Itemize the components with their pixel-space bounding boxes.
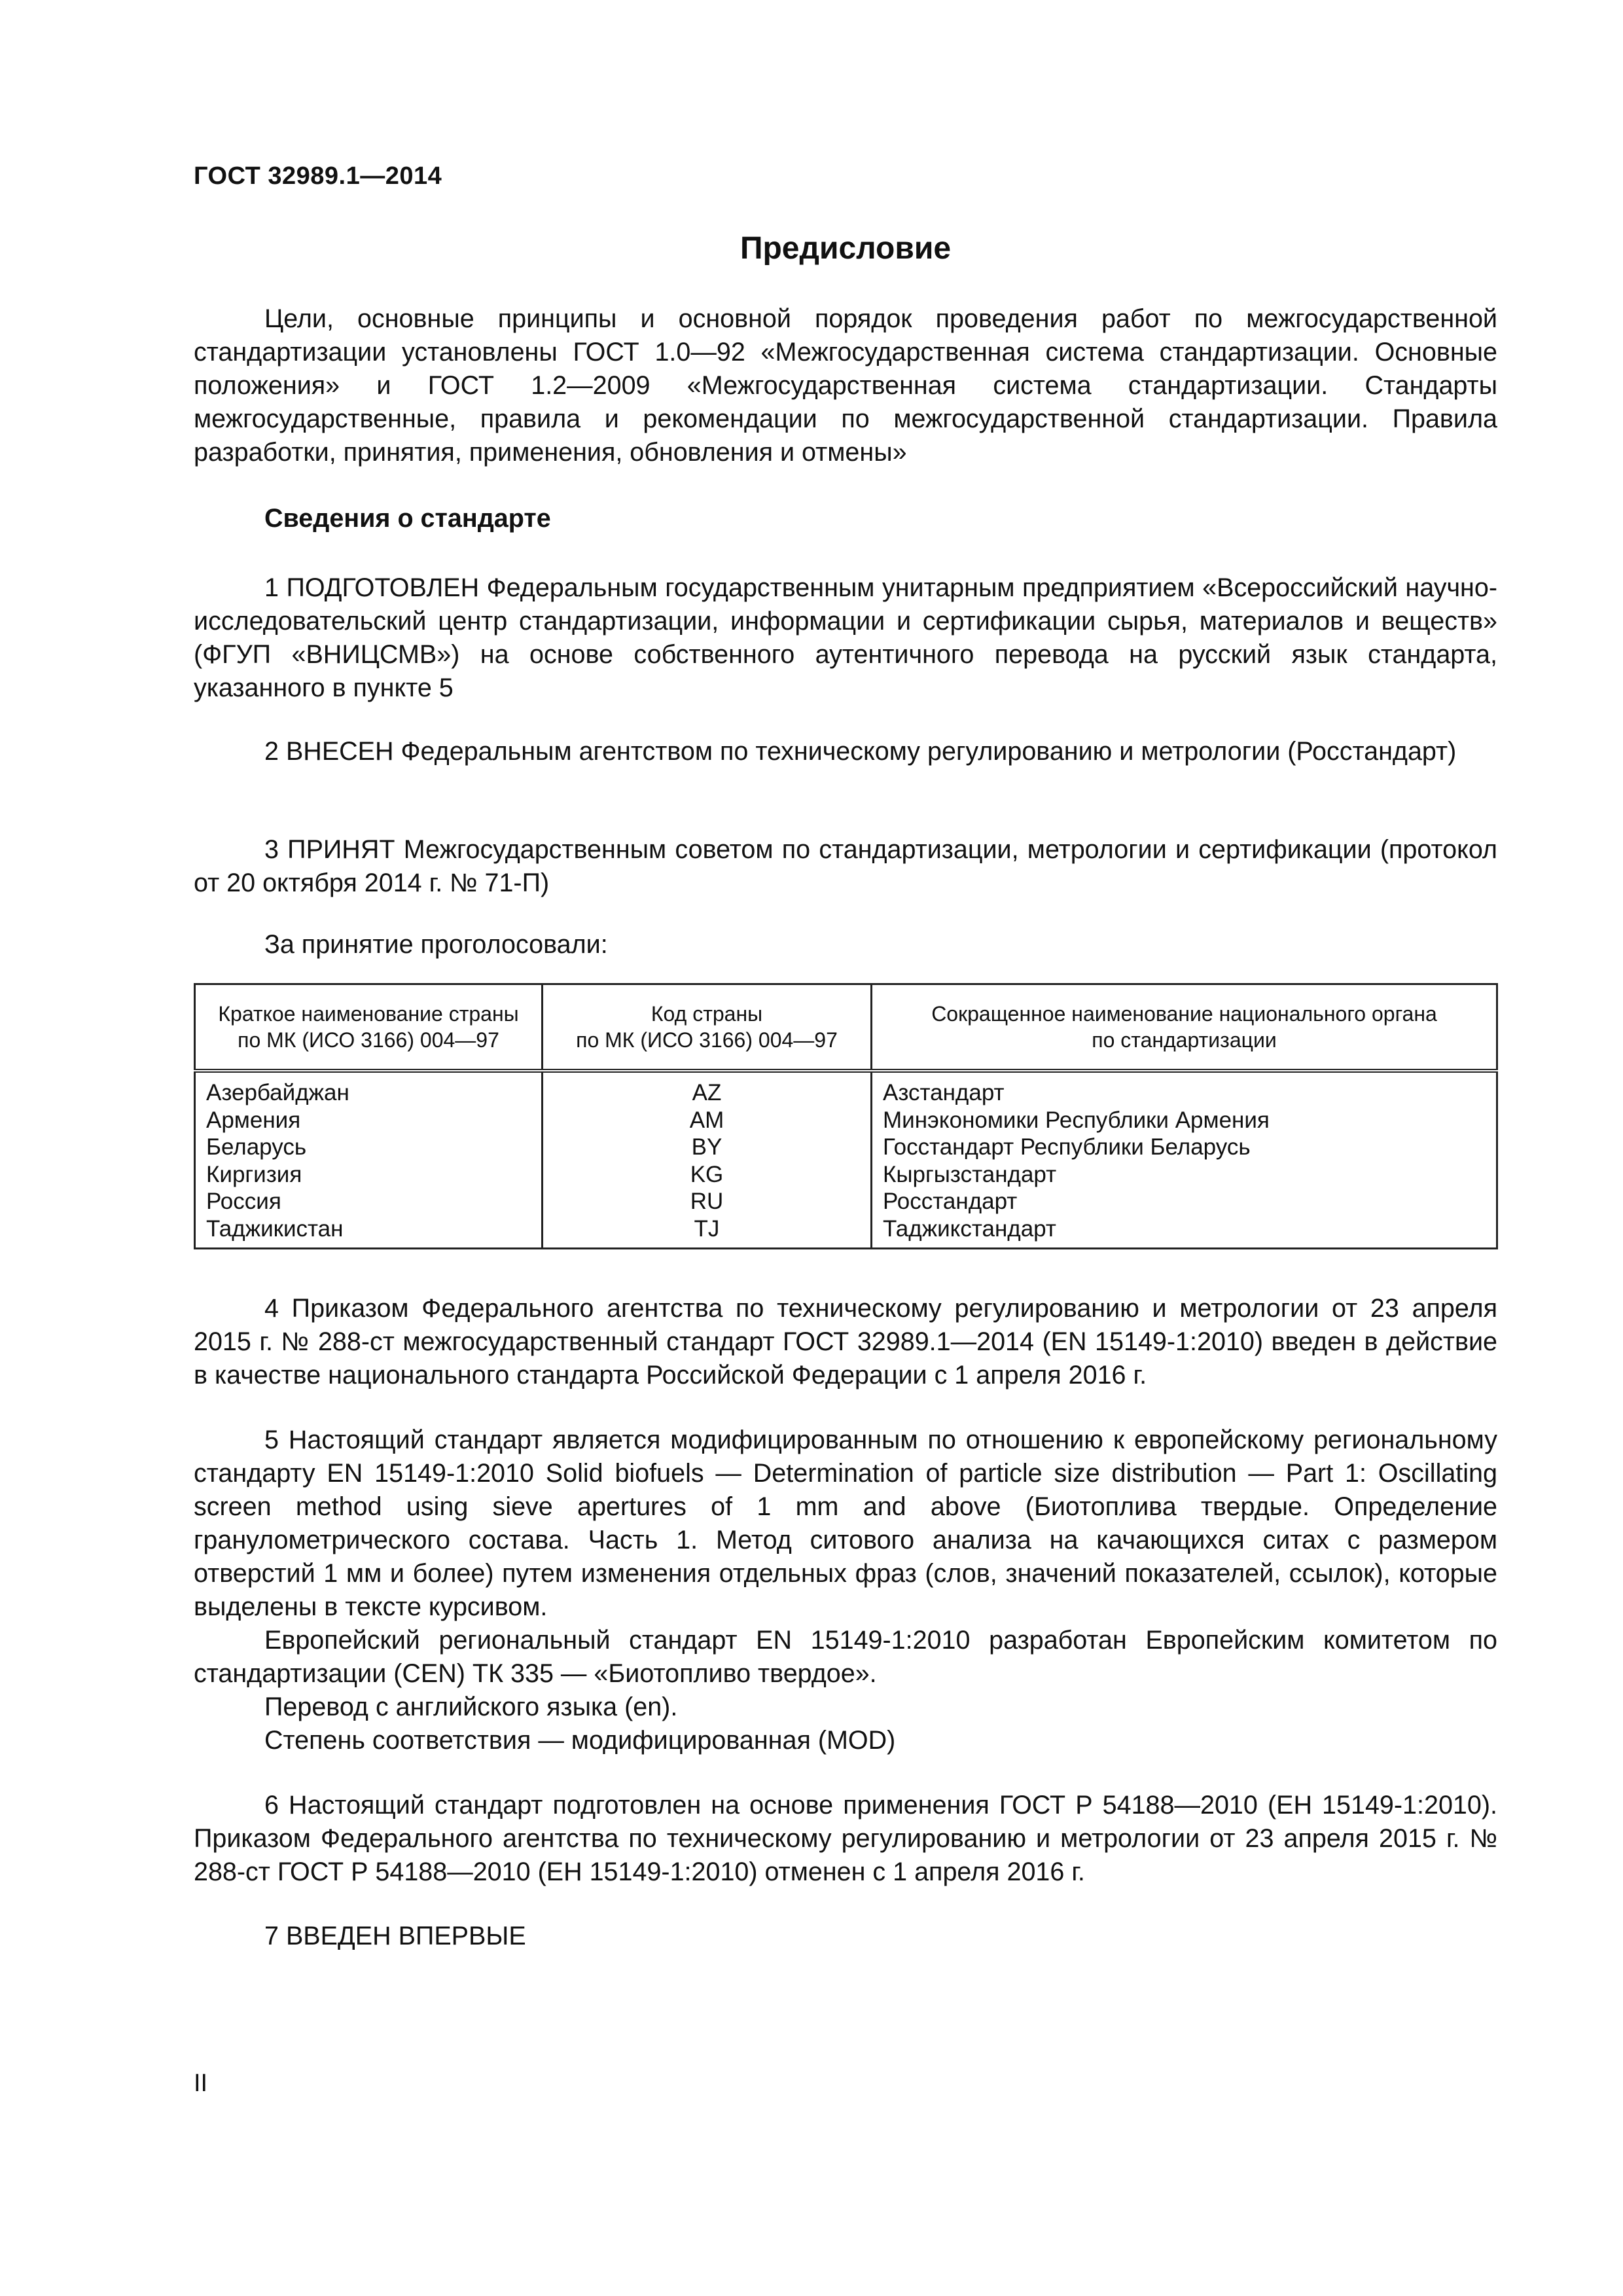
body-cell: Росстандарт xyxy=(883,1189,1018,1214)
header-body-line-1: Сокращенное наименование национального органа xyxy=(931,1002,1437,1026)
body-cell: Таджикстандарт xyxy=(883,1215,1056,1242)
code-cell: BY xyxy=(691,1134,722,1160)
vote-table xyxy=(194,983,1498,1249)
item-6-basis: 6 Настоящий стандарт подготовлен на основе применения ГОСТ Р 54188—2010 (ЕН 15149-1:2010). Приказом Федерального агентства по техническому регулированию и метрологии от 23 апреля 2015 г. № 288-ст ГОСТ Р 54188—2010 (ЕН 15149-1:2010) отменен с 1 апреля 2016 г. xyxy=(194,1791,1497,1886)
country-cell: Беларусь xyxy=(206,1134,307,1160)
page-number: II xyxy=(194,2070,208,2097)
country-cell: Армения xyxy=(206,1107,301,1133)
code-cell: AM xyxy=(689,1107,724,1133)
country-cell: Киргизия xyxy=(206,1161,302,1187)
body-cell: Госстандарт Республики Беларусь xyxy=(883,1134,1251,1160)
item-4-order: 4 Приказом Федерального агентства по техническому регулированию и метрологии от 23 апреля 2015 г. № 288-ст межгосударственный стандарт ГОСТ 32989.1—2014 (EN 15149-1:2010) введен в действие в качестве национального стандарта Российской Федерации с 1 апреля 2016 г. xyxy=(194,1294,1497,1390)
header-code-line-2: по МК (ИСО 3166) 004—97 xyxy=(576,1028,838,1052)
vote-intro: За принятие проголосовали: xyxy=(264,930,608,959)
header-country-line-2: по МК (ИСО 3166) 004—97 xyxy=(238,1028,499,1052)
document-id: ГОСТ 32989.1—2014 xyxy=(194,162,442,190)
info-heading: Сведения о стандарте xyxy=(264,504,551,533)
code-column xyxy=(543,1071,872,1249)
header-code xyxy=(543,984,872,1071)
body-cell: Кыргызстандарт xyxy=(883,1161,1057,1187)
code-cell: AZ xyxy=(692,1080,722,1105)
country-cell: Таджикистан xyxy=(206,1215,344,1242)
vote-table-header-row xyxy=(195,984,1497,1071)
vote-table-body-row xyxy=(195,1071,1497,1249)
header-body-line-2: по стандартизации xyxy=(1092,1028,1277,1052)
body-cell: Азстандарт xyxy=(883,1080,1005,1105)
item-5-block xyxy=(194,1424,1497,1757)
country-column xyxy=(195,1071,543,1249)
country-cell: Азербайджан xyxy=(206,1080,349,1105)
body-column xyxy=(872,1071,1497,1249)
item-5-conformity: Степень соответствия — модифицированная (MOD) xyxy=(264,1726,896,1755)
item-7-first-introduced: 7 ВВЕДЕН ВПЕРВЫЕ xyxy=(264,1922,526,1950)
item-5-modified: 5 Настоящий стандарт является модифицированным по отношению к европейскому региональному стандарту EN 15149-1:2010 Solid biofuels — Determination of particle size distribution — Part 1: Oscillating screen method using sieve apertures of 1 mm and above (Биотоплива твердые. Определение гранулометрического состава. Часть 1. Метод ситового анализа на качающихся ситах с размером отверстий 1 мм и более) путем изменения отдельных фраз (слов, значений показателей, ссылок), которые выделены в тексте курсивом. xyxy=(194,1426,1497,1621)
item-3-adopted: 3 ПРИНЯТ Межгосударственным советом по стандартизации, метрологии и сертификации (протокол от 20 октября 2014 г. № 71-П) xyxy=(194,835,1497,897)
code-cell: TJ xyxy=(694,1215,720,1242)
code-cell: RU xyxy=(690,1189,724,1214)
item-2-introduced: 2 ВНЕСЕН Федеральным агентством по техническому регулированию и метрологии (Росстандарт) xyxy=(264,737,1457,766)
header-country-line-1: Краткое наименование страны xyxy=(218,1002,519,1026)
page-title: Предисловие xyxy=(740,231,952,266)
country-cell: Россия xyxy=(206,1189,281,1214)
header-code-line-1: Код страны xyxy=(651,1002,763,1026)
item-1-prepared: 1 ПОДГОТОВЛЕН Федеральным государственным унитарным предприятием «Всероссийский научно-исследовательский центр стандартизации, информации и сертификации сырья, материалов и веществ» (ФГУП «ВНИЦСМВ») на основе собственного аутентичного перевода на русский язык стандарта, указанного в пункте 5 xyxy=(194,573,1497,702)
item-5-developed-by: Европейский региональный стандарт EN 15149-1:2010 разработан Европейским комитетом по стандартизации (CEN) ТК 335 — «Биотопливо твердое». xyxy=(194,1626,1497,1688)
item-5-translation: Перевод с английского языка (en). xyxy=(264,1693,678,1721)
code-cell: KG xyxy=(690,1161,724,1187)
header-country xyxy=(195,984,543,1071)
body-cell: Минэкономики Республики Армения xyxy=(883,1107,1270,1133)
intro-paragraph: Цели, основные принципы и основной порядок проведения работ по межгосударственной стандартизации установлены ГОСТ 1.0—92 «Межгосударственная система стандартизации. Основные положения» и ГОСТ 1.2—2009 «Межгосударственная система стандартизации. Стандарты межгосударственные, правила и рекомендации по межгосударственной стандартизации. Правила разработки, принятия, применения, обновления и отмены» xyxy=(194,304,1497,467)
header-body xyxy=(872,984,1497,1071)
